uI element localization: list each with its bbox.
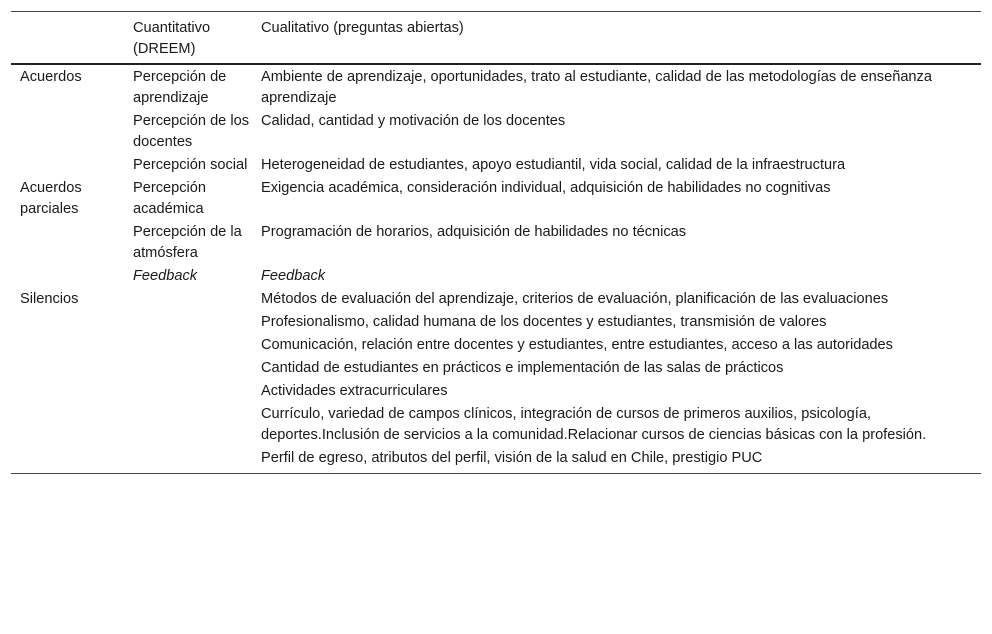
header-category	[11, 12, 124, 65]
cell-category	[11, 111, 124, 155]
cell-quantitative: Feedback	[133, 268, 198, 284]
cell-category	[11, 222, 124, 266]
cell-quantitative: Percepción de la atmósfera	[133, 224, 242, 261]
table-row	[11, 222, 981, 266]
cell-quantitative	[124, 404, 252, 448]
cell-quantitative	[124, 312, 252, 335]
cell-category	[11, 358, 124, 381]
cell-category	[11, 312, 124, 335]
table-row	[11, 335, 981, 358]
cell-quantitative: Percepción social	[133, 157, 248, 173]
cell-qualitative: Heterogeneidad de estudiantes, apoyo estudiantil, vida social, calidad de la infraestructura	[261, 157, 846, 173]
cell-qualitative: Métodos de evaluación del aprendizaje, criterios de evaluación, planificación de las evaluaciones	[261, 291, 889, 307]
cell-category	[11, 155, 124, 178]
cell-qualitative: Exigencia académica, consideración individual, adquisición de habilidades no cognitivas	[261, 180, 831, 196]
cell-category	[11, 266, 124, 289]
header-qualitative: Cualitativo (preguntas abiertas)	[261, 20, 464, 36]
table-row	[11, 111, 981, 155]
cell-category	[11, 381, 124, 404]
table-row	[11, 312, 981, 335]
table-header-row	[11, 12, 981, 65]
cell-category	[11, 404, 124, 448]
table-row	[11, 381, 981, 404]
table-container	[11, 11, 981, 474]
cell-qualitative: Cantidad de estudiantes en prácticos e implementación de las salas de prácticos	[261, 360, 784, 376]
table-row	[11, 155, 981, 178]
cell-quantitative: Percepción académica	[133, 180, 207, 217]
table-row	[11, 178, 981, 222]
cell-quantitative: Percepción de aprendizaje	[133, 69, 227, 106]
cell-quantitative	[124, 448, 252, 474]
cell-category	[11, 448, 124, 474]
cell-quantitative: Percepción de los docentes	[133, 113, 250, 150]
header-quantitative: Cuantitativo (DREEM)	[133, 20, 211, 57]
table-row	[11, 448, 981, 474]
cell-category	[11, 335, 124, 358]
cell-qualitative: Comunicación, relación entre docentes y estudiantes, entre estudiantes, acceso a las autoridades	[261, 337, 893, 353]
cell-quantitative	[124, 358, 252, 381]
cell-category: Acuerdos parciales	[20, 180, 82, 217]
table-row	[11, 266, 981, 289]
cell-category: Acuerdos	[20, 69, 82, 85]
table-row	[11, 289, 981, 312]
comparison-table	[11, 11, 981, 474]
table-row	[11, 358, 981, 381]
cell-qualitative: Calidad, cantidad y motivación de los docentes	[261, 113, 566, 129]
cell-quantitative	[124, 381, 252, 404]
table-row	[11, 404, 981, 448]
cell-qualitative: Programación de horarios, adquisición de habilidades no técnicas	[261, 224, 687, 240]
cell-qualitative: Perfil de egreso, atributos del perfil, visión de la salud en Chile, prestigio PUC	[261, 450, 763, 466]
cell-category: Silencios	[20, 291, 79, 307]
cell-qualitative: Ambiente de aprendizaje, oportunidades, trato al estudiante, calidad de las metodologías de enseñanza aprendizaje	[261, 69, 932, 106]
table-row	[11, 64, 981, 111]
cell-qualitative: Feedback	[261, 268, 326, 284]
cell-qualitative: Profesionalismo, calidad humana de los docentes y estudiantes, transmisión de valores	[261, 314, 827, 330]
cell-qualitative: Currículo, variedad de campos clínicos, integración de cursos de primeros auxilios, psicología, deportes.Inclusión de servicios a la comunidad.Relacionar cursos de ciencias básicas con la profesión.	[261, 406, 927, 443]
cell-quantitative	[124, 289, 252, 312]
cell-qualitative: Actividades extracurriculares	[261, 383, 448, 399]
cell-quantitative	[124, 335, 252, 358]
